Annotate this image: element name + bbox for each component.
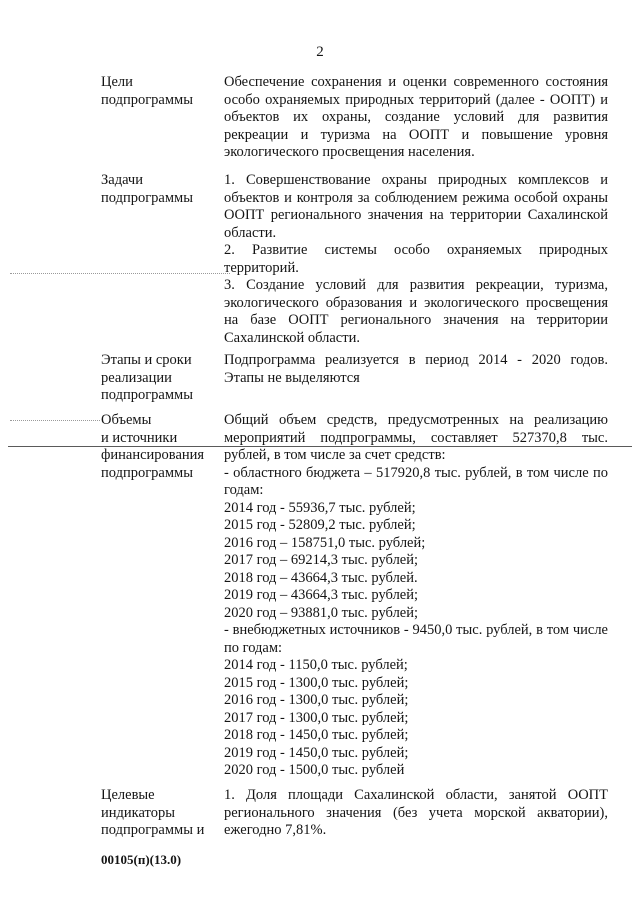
label-line: Цели — [101, 74, 133, 90]
label-line: Задачи — [101, 172, 143, 188]
label-line: финансирования — [101, 447, 205, 463]
paragraph: 2. Развитие системы особо охраняемых природных территорий. — [224, 242, 608, 276]
label-line: Объемы — [101, 412, 152, 428]
label-line: подпрограммы — [101, 189, 193, 206]
label-line: подпрограммы — [101, 91, 193, 108]
paragraph: - внебюджетных источников - 9450,0 тыс. рублей, в том числе по годам: — [224, 622, 608, 656]
budget-year-line: 2017 год – 69214,3 тыс. рублей; — [224, 552, 419, 568]
row-tasks-label — [101, 172, 223, 207]
budget-year-line: 2018 год – 43664,3 тыс. рублей. — [224, 569, 418, 586]
scan-artifact-line — [8, 446, 632, 447]
budget-year-line: 2016 год – 158751,0 тыс. рублей; — [224, 534, 426, 551]
row-tasks-content — [224, 172, 608, 347]
row-goals-label — [101, 74, 223, 109]
label-line: и источники — [101, 429, 178, 446]
budget-year-line: 2020 год – 93881,0 тыс. рублей; — [224, 604, 419, 621]
row-indicators-content — [224, 787, 608, 840]
row-indicators-label — [101, 787, 223, 840]
row-stages-content — [224, 352, 608, 387]
budget-year-line: 2015 год - 52809,2 тыс. рублей; — [224, 517, 416, 533]
page-number: 2 — [316, 44, 324, 60]
row-stages-label — [101, 352, 223, 405]
extrabudget-year-line: 2016 год - 1300,0 тыс. рублей; — [224, 692, 409, 708]
extrabudget-year-line: 2014 год - 1150,0 тыс. рублей; — [224, 657, 408, 673]
extrabudget-year-line: 2019 год - 1450,0 тыс. рублей; — [224, 744, 409, 761]
footer-code: 00105(п)(13.0) — [101, 852, 182, 867]
label-line: Целевые — [101, 787, 155, 803]
extrabudget-year-line: 2020 год - 1500,0 тыс. рублей — [224, 762, 405, 778]
label-line: реализации — [101, 369, 172, 386]
row-goals-content — [224, 74, 608, 162]
label-line: подпрограммы — [101, 387, 193, 403]
extrabudget-year-line: 2015 год - 1300,0 тыс. рублей; — [224, 674, 409, 691]
scan-artifact-dots — [10, 420, 100, 422]
row-funding-label — [101, 412, 223, 482]
row-funding-content — [224, 412, 608, 780]
paragraph: Обеспечение сохранения и оценки современного состояния особо охраняемых природных территорий (далее - ООПТ) и объектов их охраны, создание условий для развития рекреации и туризма на ООПТ и повышение уровня экологического просвещения населения. — [224, 74, 608, 160]
paragraph: Общий объем средств, предусмотренных на реализацию мероприятий подпрограммы, составляет 527370,8 тыс. рублей, в том числе за счет средств: — [224, 412, 608, 463]
budget-year-line: 2014 год - 55936,7 тыс. рублей; — [224, 499, 416, 516]
label-line: Этапы и сроки — [101, 352, 192, 368]
extrabudget-year-line: 2018 год - 1450,0 тыс. рублей; — [224, 727, 409, 743]
label-line: подпрограммы — [101, 464, 193, 481]
paragraph: 3. Создание условий для развития рекреации, туризма, экологического образования и экологического просвещения на базе ООПТ регионального значения на территории Сахалинской области. — [224, 277, 608, 346]
budget-year-line: 2019 год – 43664,3 тыс. рублей; — [224, 587, 419, 603]
label-line: индикаторы — [101, 804, 175, 821]
paragraph: 1. Совершенствование охраны природных комплексов и объектов и контроля за соблюдением режима особой охраны ООПТ регионального значения на территории Сахалинской области. — [224, 172, 608, 241]
paragraph: Подпрограмма реализуется в период 2014 - 2020 годов. Этапы не выделяются — [224, 352, 608, 386]
label-line: подпрограммы и — [101, 822, 205, 838]
scan-artifact-dots — [10, 273, 230, 275]
paragraph: - областного бюджета – 517920,8 тыс. рублей, в том числе по годам: — [224, 464, 608, 498]
extrabudget-year-line: 2017 год - 1300,0 тыс. рублей; — [224, 709, 409, 726]
paragraph: 1. Доля площади Сахалинской области, занятой ООПТ регионального значения (без учета морской акватории), ежегодно 7,81%. — [224, 787, 608, 838]
